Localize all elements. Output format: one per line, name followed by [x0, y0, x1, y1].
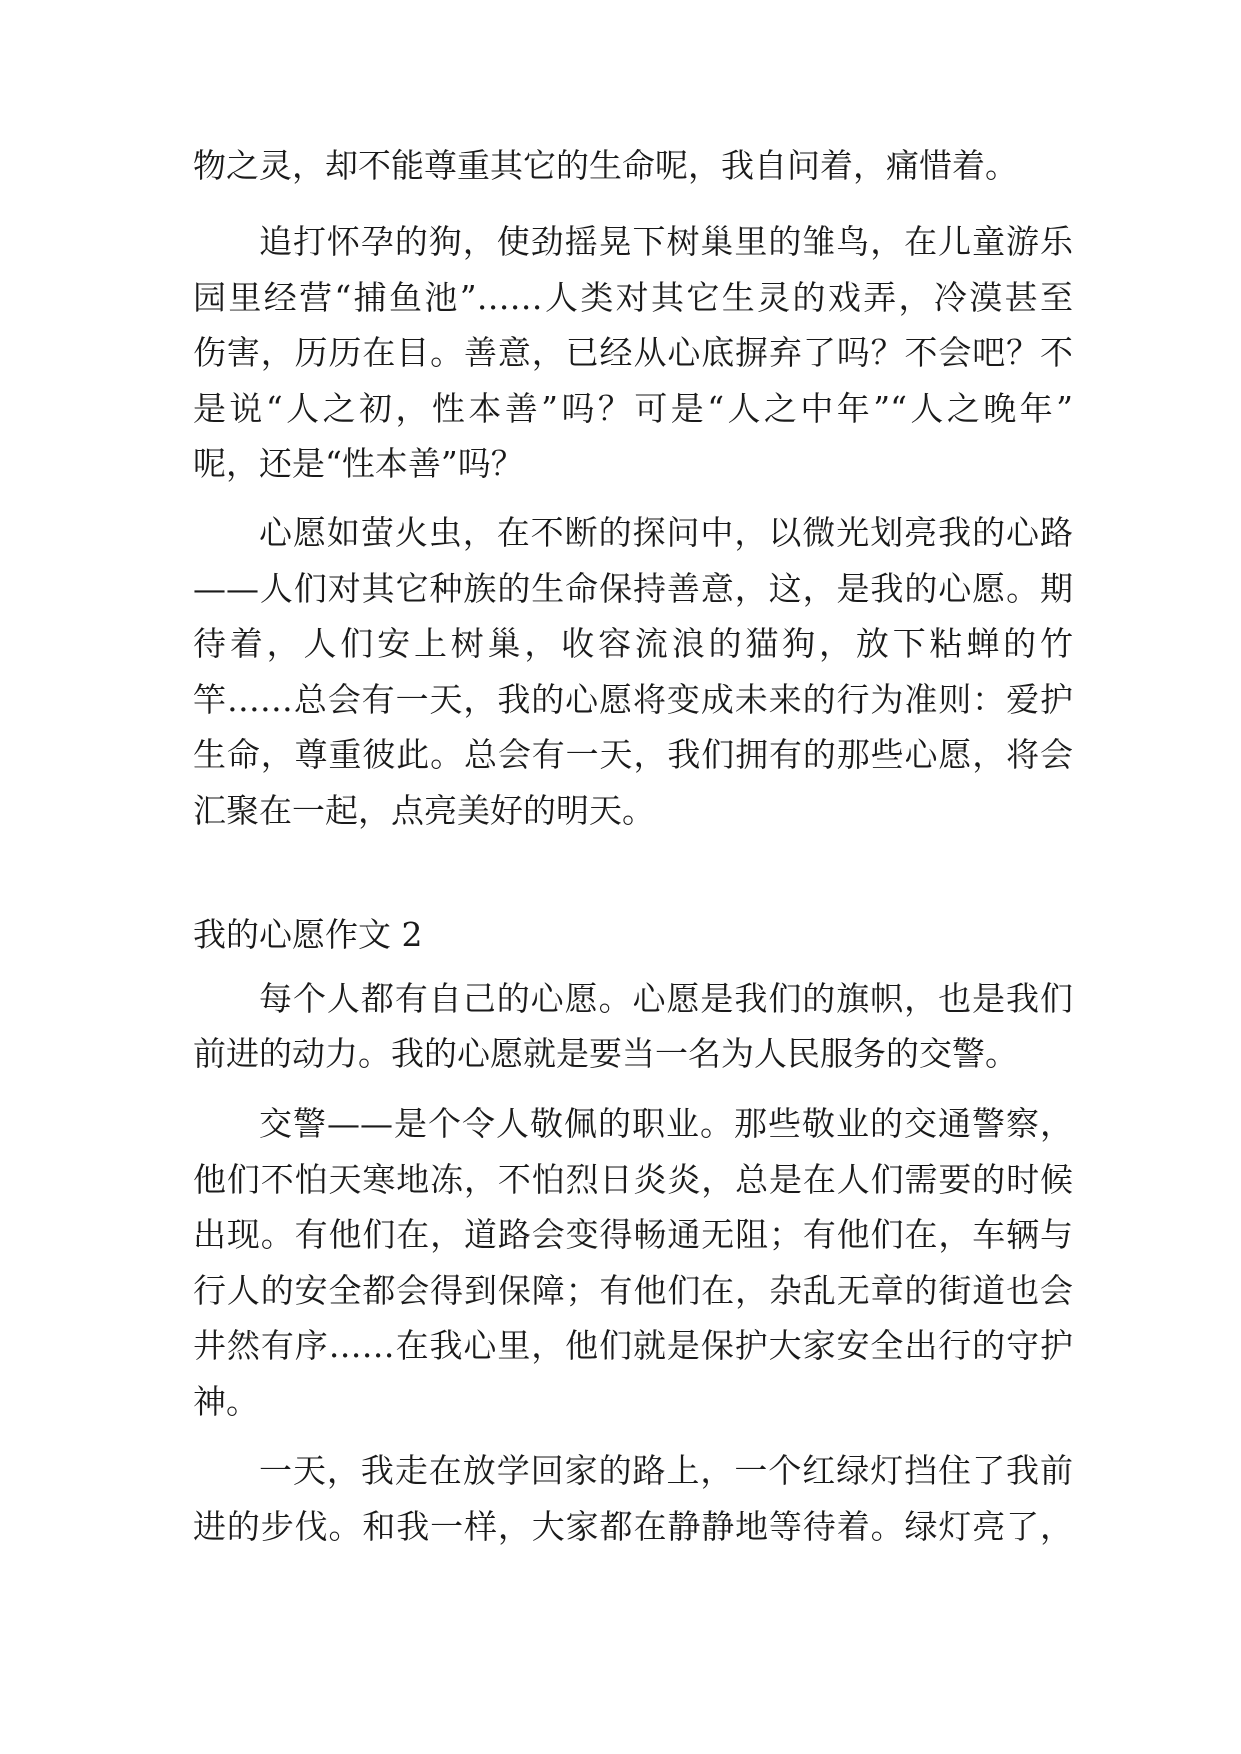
text-line: 行人的安全都会得到保障；有他们在，杂乱无章的街道也会: [193, 1271, 1073, 1310]
text-line: 一天，我走在放学回家的路上，一个红绿灯挡住了我前: [259, 1451, 1073, 1490]
text-line: 待着，人们安上树巢，收容流浪的猫狗，放下粘蝉的竹: [193, 624, 1073, 663]
text-line: 他们不怕天寒地冻，不怕烈日炎炎，总是在人们需要的时候: [193, 1160, 1073, 1199]
text-line: ——人们对其它种族的生命保持善意，这，是我的心愿。期: [193, 569, 1073, 608]
text-line: 呢，还是“性本善”吗？: [193, 444, 524, 483]
text-line: 交警——是个令人敬佩的职业。那些敬业的交通警察，: [259, 1104, 1073, 1143]
text-line: 每个人都有自己的心愿。心愿是我们的旗帜，也是我们: [259, 979, 1073, 1018]
text-line: 汇聚在一起，点亮美好的明天。: [193, 791, 655, 830]
text-line: 井然有序……在我心里，他们就是保护大家安全出行的守护: [193, 1326, 1073, 1365]
text-line: 园里经营“捕鱼池”……人类对其它生灵的戏弄，冷漠甚至: [193, 278, 1073, 317]
text-line: 物之灵，却不能尊重其它的生命呢，我自问着，痛惜着。: [193, 146, 1018, 185]
text-line: 是说“人之初，性本善”吗？可是“人之中年”“人之晚年”: [193, 389, 1073, 428]
section-heading: 我的心愿作文 2: [193, 915, 423, 954]
text-line: 心愿如萤火虫，在不断的探问中，以微光划亮我的心路: [259, 513, 1073, 552]
text-line: 竿……总会有一天，我的心愿将变成未来的行为准则：爱护: [193, 680, 1073, 719]
text-line: 出现。有他们在，道路会变得畅通无阻；有他们在，车辆与: [193, 1215, 1073, 1254]
text-line: 神。: [193, 1382, 259, 1421]
text-line: 进的步伐。和我一样，大家都在静静地等待着。绿灯亮了，: [193, 1507, 1073, 1546]
text-line: 前进的动力。我的心愿就是要当一名为人民服务的交警。: [193, 1034, 1018, 1073]
text-line: 伤害，历历在目。善意，已经从心底摒弃了吗？不会吧？不: [193, 333, 1073, 372]
text-line: 生命，尊重彼此。总会有一天，我们拥有的那些心愿，将会: [193, 735, 1073, 774]
text-line: 追打怀孕的狗，使劲摇晃下树巢里的雏鸟，在儿童游乐: [259, 222, 1073, 261]
